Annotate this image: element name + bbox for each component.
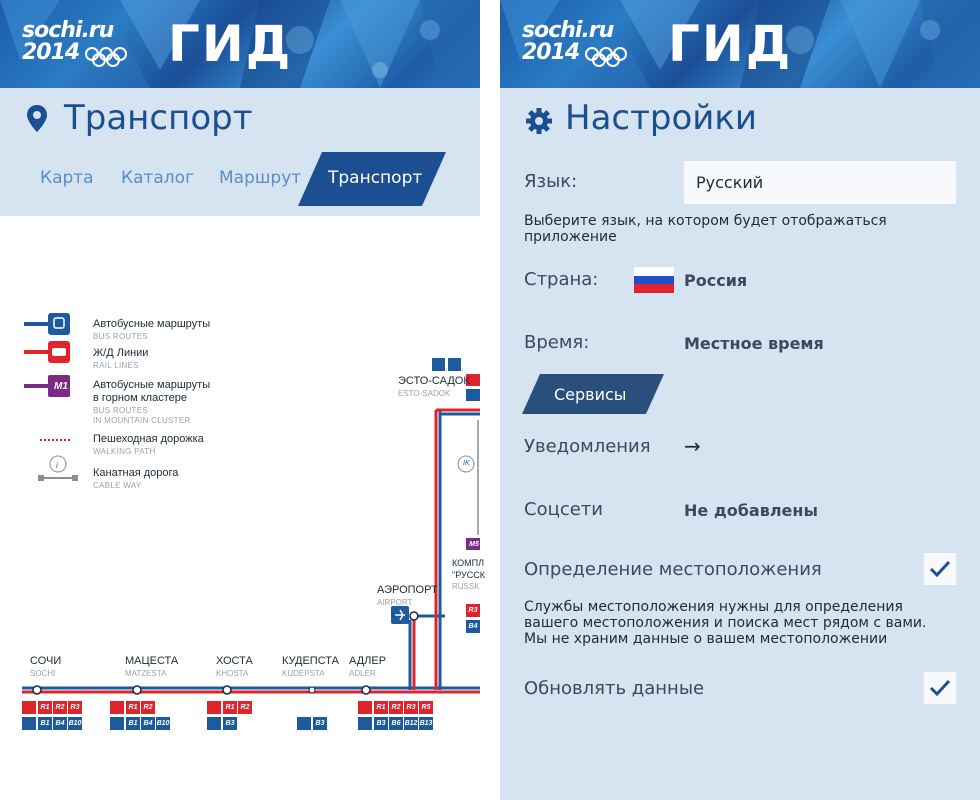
tab-map[interactable]: Карта bbox=[40, 168, 94, 188]
tab-route[interactable]: Маршрут bbox=[219, 168, 302, 188]
olympic-rings-icon bbox=[582, 46, 642, 66]
sochi-logo: sochi.ru 2014 bbox=[522, 18, 614, 65]
guide-wordmark: ГИД bbox=[168, 15, 293, 73]
legend-mountain-en1: BUS ROUTES bbox=[93, 406, 149, 415]
route-badge[interactable]: B4 bbox=[141, 717, 155, 730]
time-value[interactable]: Местное время bbox=[684, 334, 824, 353]
ik-label: IK bbox=[463, 460, 470, 467]
legend-rail-ru: Ж/Д Линии bbox=[93, 347, 149, 359]
train-icon bbox=[358, 701, 372, 714]
route-badge[interactable]: R1 bbox=[38, 701, 52, 714]
station-adler[interactable]: АДЛЕР bbox=[349, 655, 387, 667]
transport-screen bbox=[0, 0, 485, 800]
legend-mountain-en2: IN MOUNTAIN CLUSTER bbox=[93, 416, 191, 425]
train-icon bbox=[207, 701, 221, 714]
legend-mountain-ru1: Автобусные маршруты bbox=[93, 379, 211, 391]
transport-map bbox=[0, 0, 480, 800]
station-adler-en: ADLER bbox=[349, 669, 376, 678]
station-matsesta-en: MATZESTA bbox=[125, 669, 167, 678]
route-badge[interactable]: B6 bbox=[389, 717, 403, 730]
station-sochi-en: SOCHI bbox=[30, 669, 56, 678]
route-badge[interactable]: R1 bbox=[374, 701, 388, 714]
route-badge[interactable]: R5 bbox=[419, 701, 433, 714]
route-badge[interactable]: R2 bbox=[389, 701, 403, 714]
legend-bus-en: BUS ROUTES bbox=[93, 332, 149, 341]
page-title: Настройки bbox=[565, 98, 758, 138]
station-matsesta[interactable]: МАЦЕСТА bbox=[125, 655, 179, 667]
bus-icon bbox=[207, 717, 221, 730]
route-badge[interactable]: B4 bbox=[53, 717, 67, 730]
social-value[interactable]: Не добавлены bbox=[684, 501, 818, 520]
station-khosta[interactable]: ХОСТА bbox=[216, 655, 253, 667]
train-icon bbox=[22, 701, 36, 714]
language-help: Выберите язык, на котором будет отображаться приложение bbox=[524, 213, 887, 245]
route-badge[interactable]: B1 bbox=[126, 717, 140, 730]
checkmark-icon bbox=[924, 553, 956, 585]
route-badge-b4-side: B4 bbox=[466, 620, 480, 633]
tab-transport[interactable]: Транспорт bbox=[328, 168, 423, 188]
route-badge[interactable]: R3 bbox=[404, 701, 418, 714]
location-help: Службы местоположения нужны для определения вашего местоположения и поиска мест рядом с вами. Мы не храним данные о вашем местоположении bbox=[524, 599, 927, 647]
legend-mountain-ru2: в горном кластере bbox=[93, 392, 187, 404]
sochi-logo: sochi.ru 2014 bbox=[22, 18, 114, 65]
legend-walk-ru: Пешеходная дорожка bbox=[93, 433, 204, 445]
route-badge[interactable]: R1 bbox=[223, 701, 237, 714]
tab-catalog[interactable]: Каталог bbox=[121, 168, 195, 188]
station-kudepsta-en: KUDEPSTA bbox=[282, 669, 325, 678]
route-badge[interactable]: R3 bbox=[68, 701, 82, 714]
country-value[interactable]: Россия bbox=[684, 271, 748, 290]
services-label: Сервисы bbox=[554, 385, 627, 404]
station-esto-sadok-en: ESTO-SADOK bbox=[398, 389, 451, 398]
bus-icon bbox=[110, 717, 124, 730]
location-label: Определение местоположения bbox=[524, 559, 822, 580]
social-label[interactable]: Соцсети bbox=[524, 499, 603, 520]
mountain-badge: M1 bbox=[54, 381, 68, 392]
route-badge-r3-side: R3 bbox=[466, 604, 480, 617]
station-airport-en: AIRPORT bbox=[377, 598, 413, 607]
legend-rail-en: RAIL LINES bbox=[93, 361, 139, 370]
country-label: Страна: bbox=[524, 269, 599, 290]
route-badge[interactable]: B1 bbox=[38, 717, 52, 730]
gear-icon bbox=[525, 107, 553, 135]
bus-icon bbox=[22, 717, 36, 730]
route-badge[interactable]: R2 bbox=[141, 701, 155, 714]
legend-cable-en: CABLE WAY bbox=[93, 481, 142, 490]
route-badge[interactable]: R2 bbox=[53, 701, 67, 714]
route-badge[interactable]: B3 bbox=[374, 717, 388, 730]
route-badge[interactable]: R1 bbox=[126, 701, 140, 714]
arrow-right-icon[interactable]: → bbox=[684, 434, 701, 458]
bus-icon bbox=[358, 717, 372, 730]
route-badge[interactable]: B10 bbox=[156, 717, 170, 730]
update-checkbox[interactable] bbox=[924, 672, 956, 704]
station-sochi[interactable]: СОЧИ bbox=[30, 655, 62, 667]
station-kudepsta[interactable]: КУДЕПСТА bbox=[282, 655, 339, 667]
page-title: Транспорт bbox=[64, 98, 253, 138]
train-icon bbox=[110, 701, 124, 714]
route-badge[interactable]: B12 bbox=[404, 717, 418, 730]
route-badge[interactable]: B3 bbox=[313, 717, 327, 730]
guide-wordmark: ГИД bbox=[668, 15, 793, 73]
station-complex[interactable]: КОМПЛ bbox=[452, 558, 485, 568]
station-khosta-en: KHOSTA bbox=[216, 669, 249, 678]
legend-walk-en: WALKING PATH bbox=[93, 447, 156, 456]
legend-bus-ru: Автобусные маршруты bbox=[93, 318, 211, 330]
route-badge[interactable]: B10 bbox=[68, 717, 82, 730]
language-label: Язык: bbox=[524, 171, 578, 192]
route-badge[interactable]: B13 bbox=[419, 717, 433, 730]
bus-icon bbox=[297, 717, 311, 730]
update-label: Обновлять данные bbox=[524, 678, 705, 699]
route-badge[interactable]: R2 bbox=[238, 701, 252, 714]
station-complex-line2: "РУССК bbox=[452, 570, 485, 580]
svg-text:i: i bbox=[56, 461, 58, 470]
checkmark-icon bbox=[924, 672, 956, 704]
header-banner bbox=[500, 0, 980, 88]
station-airport[interactable]: АЭРОПОРТ bbox=[377, 584, 438, 596]
station-esto-sadok[interactable]: ЭСТО-САДОК bbox=[398, 375, 470, 387]
russia-flag-icon bbox=[634, 267, 674, 293]
notifications-label[interactable]: Уведомления bbox=[524, 436, 651, 457]
legend-cable-ru: Канатная дорога bbox=[93, 467, 179, 479]
route-badge[interactable]: B3 bbox=[223, 717, 237, 730]
station-complex-en: RUSSK bbox=[452, 582, 480, 591]
time-label: Время: bbox=[524, 332, 590, 353]
language-field[interactable] bbox=[684, 161, 956, 204]
m5-badge: M5 bbox=[469, 541, 479, 548]
location-checkbox[interactable] bbox=[924, 553, 956, 585]
